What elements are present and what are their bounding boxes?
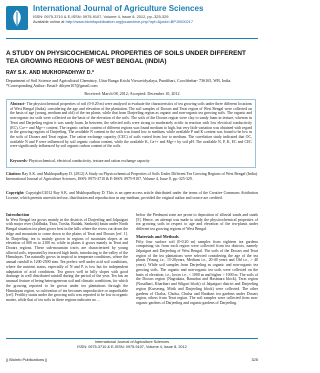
footer-rule bbox=[6, 338, 258, 339]
introduction-paragraph-continued: below the Piedmont zone are prone to deposition of alluvial sands and sands [5]. Hence, an attempt was made to study the physicochemical properties of tea growing soils in respect to age and elevation of the tea-plants under different tea growing regions of West Bengal. bbox=[136, 213, 258, 232]
citation bbox=[6, 172, 258, 182]
keywords-label: Keywords- bbox=[10, 159, 28, 163]
affiliation-line: Department of Soil Science and Agricultural Chemistry, Uttar Banga Krishi Viswavidyalaya, Pundibari, Coochbehar- 736165, WB, India. bbox=[6, 78, 232, 83]
abstract-label: Abstract- bbox=[10, 102, 26, 106]
footer-issn: ISSN: 0975-3710 & E-ISSN: 0975-9107, Volume 4, Issue 8, 2012 bbox=[77, 345, 187, 349]
methods-paragraph: Fifty four surface soil (0-0.20 m) samples from eighteen tea gardens comprising six from each region were collected from tea districts, namely Jalpaiguri and Darjeeling of West Bengal. The soils of the Dooars and Terai region of the tea plantations were selected considering the age of the tea plants (Young i.e., 15-20years, Medium i.e., 20-40 years and Old i.e., > 40 years). While soil samples from Darjeeling as organic and non-organic tea growing soils. The organic and non-organic tea soils were collected on the basis of elevation, i.e., lower i.e., < 1000 m and higher > 1000 m. The soils of the Dooars region (Nagrakata, Banarhat and Hasimara block), Terai region (Naxalbari, Kharibari and Siliguri block) of Jalpaiguri district and Darjeeling region (Kurseong, Mirik and Darjeeling block) were collected. The other gardens of Chalsa, Chulsa, Chulsa and Batabari tea gardens under Dooars region, others from Terai region. The soil samples were collected from non-organic gardens of Darjeeling and organic gardens of Darjeeling. bbox=[136, 239, 258, 305]
page-number: 325 bbox=[251, 357, 258, 362]
journal-title: International Journal of Agriculture Sciences bbox=[33, 4, 204, 13]
journal-issn: ISSN: 0975-3710 & E-ISSN: 0975-9107, Volume 4, Issue 8, 2012, pp.-325-329. bbox=[33, 14, 170, 19]
body-column-left bbox=[6, 213, 128, 303]
body-column-right bbox=[136, 213, 258, 306]
introduction-paragraph: In West Bengal tea grows mainly in the districts of Darjeeling and Jalpaiguri with major river (Jaldhaka, Tista, Torsha, Raidak, Sankosh) basin under North Bengal situation tea plant grows best in the hills where the rivers cut down the ridge and mountain to come down to the plains of Terai and Dooars [ref. 1]. In Darjeeling, tea is mainly grown in regions of mountain slopes at an elevation of 600 m to 2100 m, while in plains it grows mainly in Terai and Dooars regions. These sub-mountain tracts are characterized by young alluvial soils, separated by terraced high lands, introducing to the valley of the Himalayas. Tea naturally grows in tropical to temperate conditions, where the annual rainfall is 1200-2500 mm. Tea prefers well under acid soil conditions, where the nutrient status, especially of N and P, is low but for independent adaptation of acid conditions. Tea grows well in hilly slopes with good drainage in well distributed rainfall during the period of the year. Tea has an unusual feature of being heterogeneous soil and climatic conditions, for which the growing reported to be grown under tea plantations through the Himalayan region, so cultivation of tea becomes unproductive or unprofitable [ref]. Fertility status under the growing soils was reported to be low in organic matter, while that of tea soils in these regions indicates no ... bbox=[6, 217, 128, 302]
page-footer bbox=[0, 340, 264, 350]
author-affiliation bbox=[6, 78, 258, 88]
article-dates: Received: March 08, 2012; Accepted: December 10, 2012 bbox=[84, 91, 180, 96]
journal-availability bbox=[33, 19, 258, 24]
abstract-text bbox=[10, 102, 252, 149]
journal-archive-link[interactable]: http://www.bioinfopublication.org/jouarchive.php?opt=&jouid=BPJ0000217 bbox=[65, 19, 194, 24]
copyright-label: Copyright: bbox=[6, 191, 25, 195]
publisher-folio: || Bioinfo Publications || bbox=[6, 357, 48, 362]
section-heading-introduction: Introduction bbox=[6, 212, 30, 217]
journal-logo-icon bbox=[6, 6, 28, 30]
copyright bbox=[6, 191, 258, 201]
abstract-box bbox=[6, 99, 256, 168]
available-prefix: Available online at bbox=[33, 19, 65, 24]
keywords bbox=[10, 159, 254, 164]
corresponding-author: *Corresponding Author: Email- dibyen107@gmail.com bbox=[6, 83, 98, 88]
section-heading-methods: Materials and Methods bbox=[136, 233, 179, 239]
article-authors: RAY S.K. AND MUKHOPADHYAY D.* bbox=[6, 70, 95, 76]
copyright-body: Copyright©2012 Ray S.K. and Mukhopadhyay D. This is an open-access article distributed under the terms of the Creative Commons Attribution License, which permits unrestricted use, distribution and reproduction in any medium, provided the original author and source are credited. bbox=[6, 191, 258, 200]
journal-masthead bbox=[6, 4, 258, 34]
footer-journal: International Journal of Agriculture Sciences bbox=[94, 340, 170, 344]
citation-body: Ray S.K. and Mukhopadhyay D. (2012) A Study on Physicochemical Properties of Soils Under Different Tea Growing Regions of West Bengal (India). International Journal of Agriculture Sciences, ISSN: 0975-3710 & E-ISSN: 0975-9107, Volume 4, Issue 8, pp.-325-329. bbox=[6, 172, 258, 181]
abstract-body: The physicochemical properties of soil (0-0.20 m) were analysed to evaluate the characteristics of tea growing soils under three different locations of West Bengal (India), considering the age and elevation of the plantation. The soil samples of Dooars and Terai region of West Bengal were collected on the basis of age (young, medium and old) of the tea plants, while that from Darjeeling region as organic and non-organic tea growing soils. The organic and non-organic tea soils were collected on the basis of the elevation of the soils. The soils of the Dooars region were clay to sandy loam in texture, whereas in Terai and Darjeeling region it was sandy loam. In between, the selected soils were strong to moderately acidic in reaction with low electrical conductivity (EC), Ca++ and Mg++ content. The organic carbon content of different regions was found medium to high, but very little variation was obtained with regard to the growing regions of Darjeeling. The available N content in the soils was found low to medium, while available P and K content was found to be low in the soils of Dooars and Terai region. The cation exchange capacity (CEC) of soils varied from low to medium. The correlation study indicated that OC, available N and P were influenced by soil organic carbon content, while the available K, Ca++ and Mg++ by soil pH. The available N, P, K, EC and CEC were significantly influenced by soil organic carbon content of the soils. bbox=[10, 102, 252, 149]
article-title: A STUDY ON PHYSICOCHEMICAL PROPERTIES OF SOILS UNDER DIFFERENT TEA GROWING REGIONS OF WEST BENGAL (INDIA) bbox=[6, 50, 246, 65]
masthead-rule bbox=[6, 38, 258, 39]
citation-label: Citation: bbox=[6, 172, 21, 176]
keywords-body: Physicochemical, electrical conductivity, texture and cation exchange capacity bbox=[28, 159, 150, 163]
